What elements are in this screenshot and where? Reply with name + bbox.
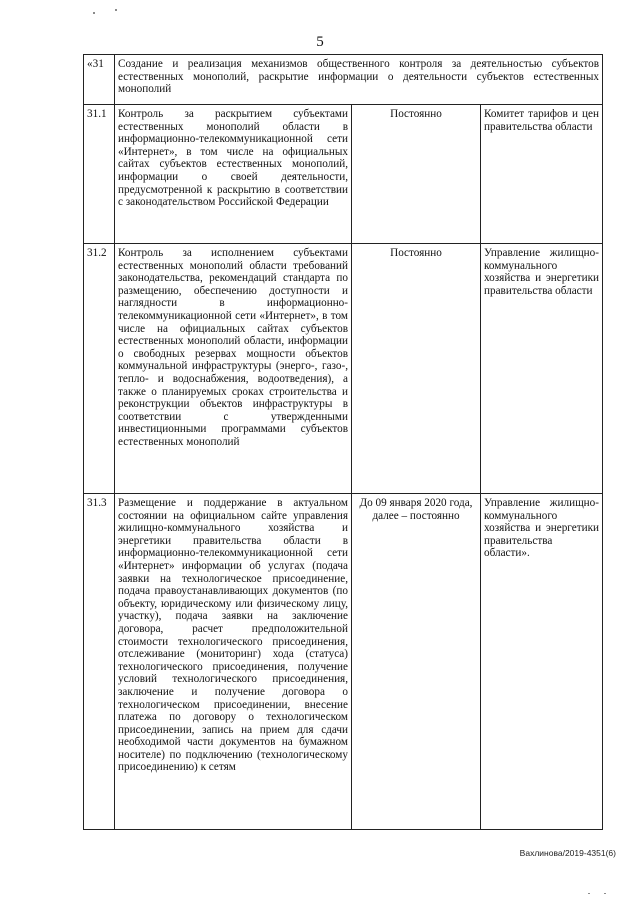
table-row — [84, 105, 603, 244]
scan-speck — [93, 12, 95, 14]
row-number: 31.3 — [84, 494, 115, 830]
table-row — [84, 494, 603, 830]
scan-speck — [115, 9, 117, 11]
section-number: «31 — [84, 55, 115, 105]
table-row — [84, 244, 603, 494]
row-number: 31.1 — [84, 105, 115, 244]
section-row — [84, 55, 603, 105]
scan-speck — [588, 893, 590, 894]
page-number: 5 — [316, 34, 324, 50]
row-responsible: Управление жилищно-коммунального хозяйства и энергетики правительства области — [481, 244, 603, 494]
row-term: Постоянно — [352, 105, 481, 244]
row-responsible: Управление жилищно-коммунального хозяйства и энергетики правительства области». — [481, 494, 603, 830]
row-number: 31.2 — [84, 244, 115, 494]
measures-table — [83, 54, 603, 830]
row-term: Постоянно — [352, 244, 481, 494]
row-responsible: Комитет тарифов и цен правительства области — [481, 105, 603, 244]
row-description: Контроль за исполнением субъектами естественных монополий области требований законодательства, рекомендаций стандарта по размещению, обеспечению доступности и наглядности в информационно-телекоммуникационной сети «Интернет», в том числе на официальных сайтах субъектов естественных монополий области, информации о свободных резервах мощности объектов коммунальной инфраструктуры (энерго-, газо-, тепло- и водоснабжения, водоотведения), а также о планируемых сроках строительства и реконструкции объектов инфраструктуры в соответствии с утвержденными инвестиционными программами субъектов естественных монополий — [115, 244, 352, 494]
row-term: До 09 января 2020 года, далее – постоянно — [352, 494, 481, 830]
scan-speck — [604, 893, 606, 894]
section-title: Создание и реализация механизмов общественного контроля за деятельностью субъектов естественных монополий, раскрытие информации о деятельности субъектов естественных монополий — [115, 55, 603, 105]
row-description: Размещение и поддержание в актуальном состоянии на официальном сайте управления жилищно-коммунального хозяйства и энергетики правительства области в информационно-телекоммуникационной сети «Интернет» информации об услугах (подача заявки на технологическое присоединение, подача правоустанавливающих документов (по объекту, юридическому или физическому лицу, участку), подача заявки на заключение договора, расчет предположительной стоимости технологического присоединения, отслеживание (мониторинг) хода (статуса) технологического присоединения, получение условий технологического присоединения, заключение и получение договора о технологическом присоединении, внесение платежа по договору о технологическом присоединении, запись на прием для сдачи необходимой части документов на бумажном носителе) по подключению (технологическому присоединению) к сетям — [115, 494, 352, 830]
document-code: Вахлинова/2019-4351(6) — [519, 848, 616, 858]
row-description: Контроль за раскрытием субъектами естественных монополий области в информационно-телекоммуникационной сети «Интернет», в том числе на официальных сайтах субъектов естественных монополий, информации о своей деятельности, предусмотренной к раскрытию в соответствии с законодательством Российской Федерации — [115, 105, 352, 244]
